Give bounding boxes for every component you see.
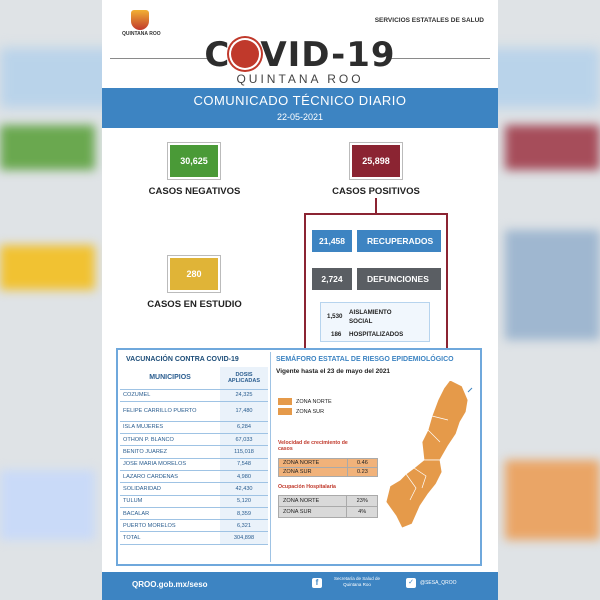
north-zone-swatch xyxy=(278,398,292,405)
dosis-cell: 17,480 xyxy=(220,401,268,421)
dosis-cell: 42,430 xyxy=(220,483,268,495)
twitter-handle[interactable]: @SESA_QROO xyxy=(420,580,457,586)
report-banner xyxy=(102,88,498,128)
banner-title: COMUNICADO TÉCNICO DIARIO xyxy=(193,93,407,108)
positive-cases-label: CASOS POSITIVOS xyxy=(332,186,420,197)
occupancy-title: Ocupación Hospitalaria xyxy=(278,484,336,490)
municipio-cell: SOLIDARIDAD xyxy=(120,483,220,495)
hospitalized-label: HOSPITALIZADOS xyxy=(349,331,404,338)
deaths-value: 2,724 xyxy=(312,268,352,290)
negative-cases-value: 30,625 xyxy=(170,145,218,177)
table-row xyxy=(120,458,268,470)
facebook-handle[interactable]: Secretaría de Salud de Quintana Roo xyxy=(333,576,381,587)
isolation-value: 1,530 xyxy=(327,313,343,320)
legend-south: ZONA SUR xyxy=(278,408,324,415)
panel-divider xyxy=(270,352,271,562)
logo-text: QUINTANA ROO xyxy=(122,31,161,37)
municipio-cell: JOSE MARIA MORELOS xyxy=(120,458,220,470)
municipio-cell: BENITO JUAREZ xyxy=(120,446,220,458)
footer xyxy=(102,572,498,600)
dosis-cell: 6,284 xyxy=(220,421,268,433)
table-row xyxy=(120,495,268,507)
table-row: ZONA NORTE 0.46 xyxy=(279,459,378,468)
hospitalized-value: 186 xyxy=(331,331,342,338)
isolation-hospital-box xyxy=(320,302,430,342)
recovered-label: RECUPERADOS xyxy=(357,230,441,252)
municipio-cell: LAZARO CARDENAS xyxy=(120,470,220,482)
table-row: ZONA SUR 4% xyxy=(279,507,378,518)
table-row: ZONA NORTE 23% xyxy=(279,496,378,507)
legend-north: ZONA NORTE xyxy=(278,398,332,405)
background-blur xyxy=(505,230,600,340)
footer-url[interactable]: QROO.gob.mx/seso xyxy=(132,580,208,589)
dosis-cell: 7,548 xyxy=(220,458,268,470)
dosis-cell: 5,120 xyxy=(220,495,268,507)
table-row xyxy=(120,470,268,482)
table-row xyxy=(120,532,268,544)
study-cases-label: CASOS EN ESTUDIO xyxy=(147,299,242,310)
table-row: ZONA SUR 0.23 xyxy=(279,468,378,477)
municipio-cell: ISLA MUJERES xyxy=(120,421,220,433)
page-subtitle: QUINTANA ROO xyxy=(236,72,364,86)
dosis-cell: 8,359 xyxy=(220,507,268,519)
table-row xyxy=(120,520,268,532)
background-blur xyxy=(505,460,600,540)
coronavirus-icon xyxy=(231,40,259,68)
deaths-row xyxy=(312,268,441,290)
vaccination-title: VACUNACIÓN CONTRA COVID-19 xyxy=(126,356,239,363)
connector-line xyxy=(375,198,377,214)
background-blur xyxy=(0,470,95,540)
table-row xyxy=(120,434,268,446)
velocity-table xyxy=(278,458,378,477)
dosis-cell: 6,321 xyxy=(220,520,268,532)
isolation-label: AISLAMIENTO SOCIAL xyxy=(349,309,392,325)
municipio-cell: TULUM xyxy=(120,495,220,507)
agency-name: SERVICIOS ESTATALES DE SALUD xyxy=(374,17,484,24)
recovered-row xyxy=(312,230,441,252)
occupancy-table xyxy=(278,495,378,518)
dosis-cell: 4,980 xyxy=(220,470,268,482)
negative-cases-label: CASOS NEGATIVOS xyxy=(148,186,241,197)
velocity-title: Velocidad de crecimiento de casos xyxy=(278,440,348,452)
background-blur xyxy=(0,125,95,170)
background-blur xyxy=(505,125,600,170)
recovered-value: 21,458 xyxy=(312,230,352,252)
deaths-label: DEFUNCIONES xyxy=(357,268,441,290)
south-zone-swatch xyxy=(278,408,292,415)
table-row xyxy=(120,421,268,433)
municipio-cell: OTHON P. BLANCO xyxy=(120,434,220,446)
col-dosis: DOSIS APLICADAS xyxy=(220,367,268,389)
municipio-cell: PUERTO MORELOS xyxy=(120,520,220,532)
vaccination-panel xyxy=(116,348,482,566)
col-municipios: MUNICIPIOS xyxy=(120,367,220,389)
municipio-cell: COZUMEL xyxy=(120,389,220,401)
facebook-icon[interactable]: f xyxy=(312,578,322,588)
covid-bulletin xyxy=(102,0,498,600)
state-crest-icon xyxy=(131,10,149,30)
twitter-icon[interactable]: ✓ xyxy=(406,578,416,588)
municipio-cell: TOTAL xyxy=(120,532,220,544)
positive-cases-value: 25,898 xyxy=(352,145,400,177)
table-row xyxy=(120,483,268,495)
background-blur xyxy=(0,245,95,290)
north-zone-map xyxy=(422,380,468,460)
semaforo-validity: Vigente hasta el 23 de mayo del 2021 xyxy=(276,368,391,375)
dosis-cell: 115,018 xyxy=(220,446,268,458)
dosis-cell: 304,898 xyxy=(220,532,268,544)
municipio-cell: BACALAR xyxy=(120,507,220,519)
study-cases-value: 280 xyxy=(170,258,218,290)
dosis-cell: 24,325 xyxy=(220,389,268,401)
table-row xyxy=(120,446,268,458)
table-row xyxy=(120,507,268,519)
page-title: C VID-19 xyxy=(204,35,396,75)
table-row xyxy=(120,389,268,401)
table-row xyxy=(120,401,268,421)
quintana-roo-map xyxy=(382,376,480,532)
dosis-cell: 67,033 xyxy=(220,434,268,446)
semaforo-title: SEMÁFORO ESTATAL DE RIESGO EPIDEMIOLÓGICO xyxy=(276,356,454,363)
south-zone-map xyxy=(386,460,442,528)
vaccination-table xyxy=(120,367,268,545)
municipio-cell: FELIPE CARRILLO PUERTO xyxy=(120,401,220,421)
report-date: 22-05-2021 xyxy=(276,112,324,122)
